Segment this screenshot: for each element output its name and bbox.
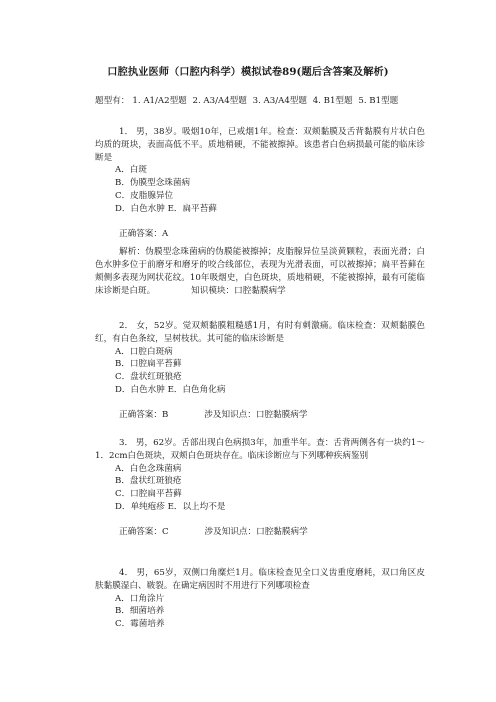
question-4 [95, 567, 425, 631]
question-stem: 3． 男，62岁。舌部出现白色病损3年，加重半年。查：舌背两侧各有一块约1～1．2cm白色斑块，双颊白色斑块存在。临床诊断应与下列哪种疾病鉴别 [95, 438, 425, 461]
option-c: C．霉菌培养 [115, 619, 165, 630]
option-b: B．口腔扁平苔藓 [115, 359, 182, 370]
option-b: B．盘状红斑狼疮 [115, 476, 182, 487]
knowledge-module: 知识模块：口腔黏膜病学 [191, 285, 286, 296]
question-stem: 4． 男，65岁，双侧口角糜烂1月。临床检查见全口义齿重度磨耗，双口角区皮肤黏膜湿白、皲裂。在确定病因时不用进行下列哪项检查 [95, 568, 425, 591]
question-type-item: 5. B1型题 [358, 96, 399, 106]
question-2 [95, 320, 425, 422]
question-type-item: 1. A1/A2型题 [132, 96, 187, 106]
option-a: A．口角涂片 [115, 593, 165, 604]
option-a: A．白斑 [115, 165, 147, 176]
option-d-e: D．白色水肿 E．扁平苔藓 [115, 203, 217, 214]
question-types-line [95, 95, 435, 108]
option-b: B．细菌培养 [115, 606, 165, 617]
question-type-item: 4. B1型题 [312, 96, 353, 106]
option-d-e: D．白色水肿 E．白色角化病 [115, 384, 226, 395]
question-type-item: 2. A3/A4型题 [192, 96, 247, 106]
document-title: 口腔执业医师（口腔内科学）模拟试卷89(题后含答案及解析) [107, 66, 389, 78]
correct-answer: 正确答案：A [119, 228, 169, 239]
answer-analysis [95, 246, 425, 297]
option-c: C．皮脂腺异位 [115, 190, 174, 201]
knowledge-point: 涉及知识点：口腔黏膜病学 [204, 409, 308, 420]
answer-line [95, 409, 425, 422]
knowledge-point: 涉及知识点：口腔黏膜病学 [204, 526, 308, 537]
option-a: A．白色念珠菌病 [115, 463, 182, 474]
answer-line [95, 526, 425, 539]
option-b: B．伪膜型念珠菌病 [115, 178, 191, 189]
option-a: A．口腔白斑病 [115, 346, 173, 357]
option-d-e: D．单纯疱疹 E．以上均不是 [115, 501, 226, 512]
question-stem: 1． 男，38岁。吸烟10年，已戒烟1年。检查：双颊黏膜及舌背黏膜有片状白色均质的斑块，表面高低不平。质地稍硬，不能被擦掉。该患者白色病损最可能的临床诊断是 [95, 127, 425, 163]
question-types-label: 题型有： [95, 96, 130, 106]
option-c: C．盘状红斑狼疮 [115, 372, 182, 383]
question-stem: 2． 女，52岁。觉双颊黏膜粗糙感1月，有时有刺激痛。临床检查：双颊黏膜色红，有白色条纹，呈树枝状。其可能的临床诊断是 [95, 321, 425, 344]
correct-answer: 正确答案：B [119, 409, 169, 420]
analysis-text: 解析：伪膜型念珠菌病的伪膜能被擦掉；皮脂腺异位呈淡黄颗粒，表面光滑；白色水肿多位于前磨牙和磨牙的咬合线部位，表现为光滑表面，可以被擦掉；扁平苔藓在颊侧多表现为网状花纹。10年吸烟史，白色斑块，质地稍硬，不能被擦掉，最有可能临床诊断是白斑。 [95, 247, 425, 296]
correct-answer: 正确答案：C [119, 526, 169, 537]
question-type-item: 3. A3/A4型题 [252, 96, 307, 106]
option-c: C．口腔扁平苔藓 [115, 489, 182, 500]
question-1 [95, 126, 425, 298]
question-3 [95, 437, 425, 539]
